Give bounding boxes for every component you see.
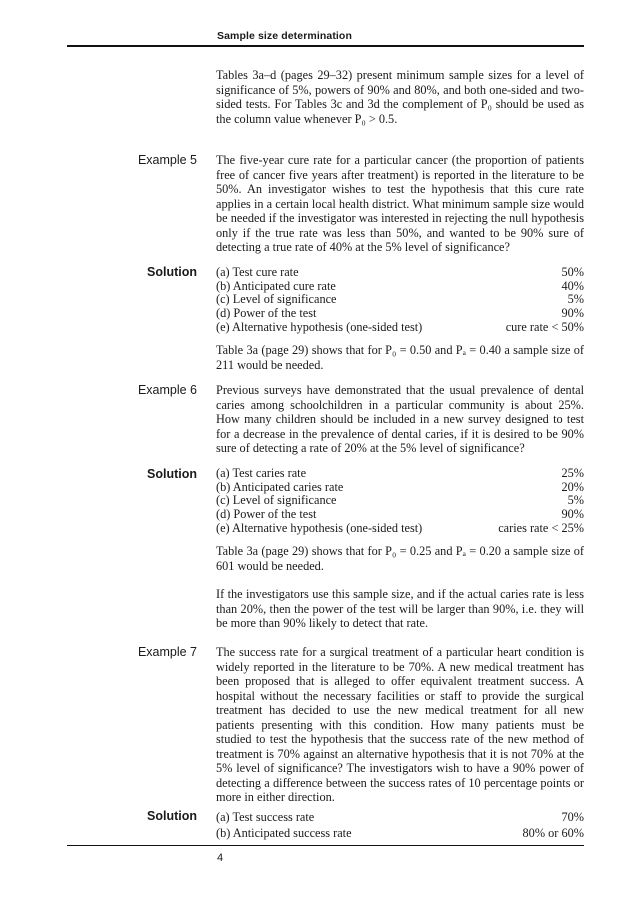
example-6-result (216, 544, 584, 573)
item-value: 50% (561, 265, 584, 279)
list-item (216, 321, 584, 335)
example-7-body (216, 645, 584, 805)
solution-5-list (216, 266, 584, 334)
list-item (216, 809, 584, 825)
item-label: (b) Anticipated caries rate (216, 479, 344, 494)
example-6-note-text: If the investigators use this sample size, and if the actual caries rate is less than 20%, then the power of the test will be larger than 90%, i.e. they will be more than 90% likely to detect that rate. (216, 587, 584, 630)
item-value: 5% (567, 493, 584, 508)
item-label: (a) Test success rate (216, 810, 315, 824)
example-6-label: Example 6 (137, 383, 197, 397)
item-value: 20% (561, 479, 584, 494)
footer-rule (67, 845, 584, 846)
example-6-text: Previous surveys have demonstrated that the usual prevalence of dental caries among schoolchildren in a particular community is about 25%. How many children should be included in a new survey designed to test for a decrease in the prevalence of dental caries, if it is desired to be 90% sure of detecting a rate of 20% at the 5% level of significance? (216, 383, 584, 455)
example-5-result (216, 343, 584, 372)
example-5-label: Example 5 (137, 153, 197, 167)
list-item (216, 825, 584, 841)
item-label: (b) Anticipated success rate (216, 826, 352, 840)
example-7-text: The success rate for a surgical treatment of a particular heart condition is widely reported in the literature to be 70%. A new medical treatment has been proposed that is alleged to offer equivalent treatment success. A hospital without the necessary facilities or staff to provide the surgical treatment has decided to use the new medical treatment for all new patients presenting with this condition. How many patients must be studied to test the hypothesis that the success rate of the new method of treatment is 70% against an alternative hypothesis that it is not 70% at the 5% level of significance? The investigators wish to have a 90% power of detecting a difference between the success rates of 10 percentage points or more in either direction. (216, 645, 584, 804)
item-label: (c) Level of significance (216, 292, 337, 307)
list-item (216, 280, 584, 294)
item-label: (b) Anticipated cure rate (216, 278, 336, 293)
item-label: (d) Power of the test (216, 507, 317, 522)
item-label: (d) Power of the test (216, 306, 317, 321)
item-value: 5% (567, 292, 584, 307)
item-label: (e) Alternative hypothesis (one-sided test) (216, 319, 423, 334)
example-5-body (216, 153, 584, 255)
example-5-result-text: Table 3a (page 29) shows that for P₀ = 0.50 and Pₐ = 0.40 a sample size of 211 would be needed. (216, 343, 584, 372)
header-rule (67, 45, 584, 47)
example-6-body (216, 383, 584, 456)
solution-6-list (216, 467, 584, 535)
example-7-label: Example 7 (137, 645, 197, 659)
item-value: 80% or 60% (522, 826, 584, 840)
item-value: 40% (561, 278, 584, 293)
example-5-text: The five-year cure rate for a particular cancer (the proportion of patients free of cancer five years after treatment) is reported in the literature to be 50%. An investigator wishes to test the hypothesis that this cure rate applies in a certain local health district. What minimum sample size would be needed if the investigator was interested in rejecting the null hypothesis only if the true rate was less than 50%, and wanted to be 90% sure of detecting a true rate of 40% at the 5% level of significance? (216, 153, 584, 254)
list-item (216, 266, 584, 280)
solution-7-label: Solution (147, 809, 197, 823)
item-label: (c) Level of significance (216, 493, 337, 508)
list-item (216, 508, 584, 522)
page-number: 4 (217, 852, 224, 864)
list-item (216, 293, 584, 307)
item-value: caries rate < 25% (498, 520, 584, 535)
item-label: (e) Alternative hypothesis (one-sided test) (216, 520, 423, 535)
intro-paragraph (216, 68, 584, 126)
item-value: 90% (561, 306, 584, 321)
solution-5-label: Solution (147, 265, 197, 279)
list-item (216, 467, 584, 481)
item-value: 90% (561, 507, 584, 522)
solution-7-list (216, 809, 584, 841)
item-label: (a) Test caries rate (216, 466, 307, 480)
item-label: (a) Test cure rate (216, 265, 299, 279)
intro-text: Tables 3a–d (pages 29–32) present minimum sample sizes for a level of significance of 5%, powers of 90% and 80%, and both one-sided and two-sided tests. For Tables 3c and 3d the complement of P₀ should be used as the column value whenever P₀ > 0.5. (216, 68, 584, 126)
list-item (216, 522, 584, 536)
example-6-result-text: Table 3a (page 29) shows that for P₀ = 0.25 and Pₐ = 0.20 a sample size of 601 would be needed. (216, 544, 584, 573)
item-value: 25% (561, 466, 584, 480)
example-6-note (216, 587, 584, 631)
solution-6-label: Solution (147, 467, 197, 481)
item-value: 70% (561, 810, 584, 824)
list-item (216, 307, 584, 321)
list-item (216, 481, 584, 495)
running-header: Sample size determination (217, 30, 352, 42)
list-item (216, 494, 584, 508)
item-value: cure rate < 50% (505, 319, 584, 334)
